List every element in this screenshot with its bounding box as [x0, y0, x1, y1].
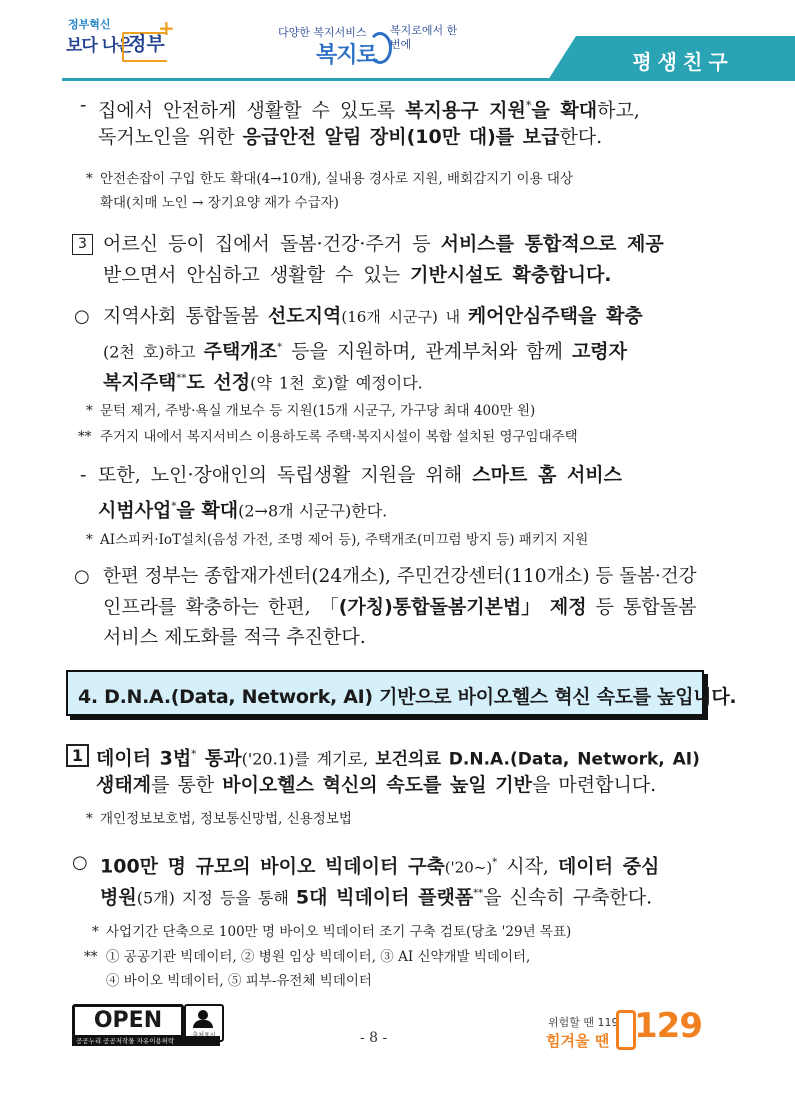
- highlight: 주택개조: [203, 340, 278, 363]
- text: 시작,: [497, 855, 559, 878]
- note4: AI스피커·IoT설치(음성 가전, 조명 제어 등), 주택개조(미끄럼 방지 등) 패키지 지원: [100, 532, 589, 548]
- note1-line2: 확대(치매 노인 → 장기요양 재가 수급자): [100, 195, 339, 211]
- hotline-top-text: 위험할 땐 119: [548, 1016, 619, 1029]
- hotline-number: 129: [634, 1006, 702, 1046]
- circle-marker: ○: [72, 852, 88, 873]
- user-head-icon: [198, 1010, 208, 1020]
- highlight: 케어안심주택을 확충: [467, 305, 643, 327]
- note2: 문턱 제거, 주방·욕실 개보수 등 지원(15개 시군구, 가구당 최대 400만 원): [100, 403, 536, 419]
- note-marker: *: [171, 501, 177, 512]
- highlight: 을 확대: [531, 99, 598, 122]
- para1-line2: [98, 128, 602, 147]
- highlight: 보건의료 D.N.A.(Data, Network, AI): [375, 749, 700, 770]
- bokjiro-logo: [278, 18, 468, 66]
- text: (16개 시군구) 내: [341, 308, 468, 326]
- subsection-number-box: 3: [72, 234, 93, 255]
- note-marker: **: [473, 888, 484, 899]
- note1-line1: 안전손잡이 구입 한도 확대(4→10개), 실내용 경사로 지원, 배회감지기 이용 대상: [100, 171, 574, 187]
- text: ('20~): [444, 858, 493, 877]
- item2-line3: 서비스 제도화를 적극 추진한다.: [103, 626, 366, 648]
- note-marker: *: [191, 749, 197, 760]
- circle-marker: ○: [74, 306, 90, 327]
- item3-line2: [100, 884, 652, 907]
- note-marker: *: [277, 342, 283, 353]
- text: 집에서 안전하게 생활할 수 있도록: [98, 99, 406, 122]
- subsection1-line2: [96, 776, 656, 795]
- circle-marker: ○: [74, 566, 90, 587]
- text: 을 마련합니다.: [532, 774, 657, 796]
- highlight: 5대 빅데이터 플랫폼: [295, 886, 474, 909]
- para2-line2: [98, 497, 387, 520]
- note-double-star: **: [84, 949, 98, 965]
- highlight: 서비스를 통합적으로 제공: [440, 233, 664, 255]
- user-body-icon: [193, 1020, 213, 1028]
- item1-line3: [103, 369, 423, 392]
- note7-line2: ④ 바이오 빅데이터, ⑤ 피부-유전체 빅데이터: [106, 973, 372, 989]
- note-marker: **: [176, 373, 187, 384]
- text: (약 1천 호)할 예정이다.: [250, 373, 423, 393]
- swoosh-icon: [368, 32, 392, 64]
- text: 을 신속히 구축한다.: [483, 886, 653, 909]
- text: 인프라를 확충하는 한편, 「: [103, 596, 339, 618]
- highlight: 통과: [196, 747, 242, 770]
- header-divider: [62, 78, 795, 81]
- gov-innovation-logo: [66, 14, 175, 66]
- hotline-bottom-text: 힘겨울 땐: [546, 1032, 610, 1050]
- para2-line1: [98, 466, 622, 485]
- section-tab: [548, 36, 795, 80]
- bokjiro-tagline: 다양한 복지서비스: [278, 26, 367, 39]
- phone-icon: [616, 1010, 636, 1050]
- highlight: 을 확대: [176, 499, 239, 522]
- gov-logo-gov-text: 정부: [128, 33, 165, 55]
- text: ('20.1)를 계기로,: [241, 749, 376, 769]
- note-star: *: [92, 924, 99, 940]
- gov-logo-main-text: 보다 나은: [66, 36, 133, 56]
- plus-icon: +: [158, 16, 175, 40]
- text: 지역사회 통합돌봄: [103, 305, 268, 327]
- note-star: *: [86, 532, 93, 548]
- highlight: 데이터 중심: [558, 855, 660, 878]
- note-star: *: [86, 811, 93, 827]
- subsection-number-box: 1: [66, 744, 89, 767]
- para1-line1: [98, 96, 640, 120]
- text: 등 통합돌봄: [586, 596, 697, 618]
- note-marker: *: [525, 99, 532, 112]
- text: 어르신 등이 집에서 돌봄·건강·주거 등: [103, 233, 441, 255]
- section-4-title: 4. D.N.A.(Data, Network, AI) 기반으로 바이오헬스 혁신 속도를 높입니다.: [78, 686, 737, 708]
- highlight: 복지용구 지원: [405, 99, 526, 122]
- highlight: 도 선정: [186, 371, 251, 394]
- page-number: - 8 -: [360, 1030, 388, 1046]
- text: (2→8개 시군구)한다.: [238, 501, 388, 521]
- bokjiro-slogan: 복지로에서 한 번에: [390, 24, 458, 51]
- gov-logo-top-text: 정부혁신: [68, 18, 111, 31]
- text: 등을 지원하며, 관계부처와 함께: [282, 340, 572, 363]
- note-marker: *: [492, 857, 498, 868]
- highlight: 응급안전 알림 장비(10만 대)를 보급: [242, 126, 560, 148]
- highlight: 생태계: [96, 774, 152, 796]
- bokjiro-name: 복지로: [316, 43, 377, 68]
- note7-line1: ① 공공기관 빅데이터, ② 병원 임상 빅데이터, ③ AI 신약개발 빅데이터,: [106, 949, 531, 965]
- text: 하고,: [597, 99, 640, 122]
- text: 또한, 노인·장애인의 독립생활 지원을 위해: [98, 464, 473, 486]
- highlight: 시범사업: [98, 499, 172, 522]
- text: 독거노인을 위한: [98, 126, 243, 148]
- highlight: 복지주택: [103, 371, 177, 394]
- subsection1-line1: [96, 745, 700, 769]
- highlight: 병원: [100, 886, 137, 909]
- note-double-star: **: [78, 429, 92, 445]
- item1-line2: [103, 338, 627, 361]
- note-star: *: [86, 403, 93, 419]
- item2-line2: [103, 598, 696, 617]
- highlight: 데이터 3법: [96, 747, 192, 770]
- subsection3-line1: [103, 235, 664, 254]
- tab-label: 평생친구: [632, 50, 734, 74]
- dash-marker: -: [80, 94, 87, 116]
- open-label: OPEN: [72, 1004, 184, 1038]
- item2-line1: 한편 정부는 종합재가센터(24개소), 주민건강센터(110개소) 등 돌봄·건강: [103, 566, 697, 587]
- note5: 개인정보보호법, 정보통신망법, 신용정보법: [100, 811, 352, 827]
- note-star: *: [86, 171, 93, 187]
- highlight: 선도지역: [267, 305, 342, 327]
- kogl-open-badge: [72, 1004, 222, 1044]
- highlight: 스마트 홈 서비스: [472, 464, 623, 486]
- subsection3-line2: [103, 266, 612, 285]
- hotline-129-logo: [546, 1002, 706, 1052]
- highlight: 기반시설도 확충합니다.: [410, 264, 612, 286]
- kogl-strip: 공공누리 공공저작물 자유이용허락: [72, 1036, 220, 1046]
- text: (5개) 지정 등을 통해: [136, 888, 296, 908]
- text: 한다.: [559, 126, 603, 148]
- highlight: 고령자: [571, 340, 627, 363]
- item1-line1: [103, 307, 643, 327]
- highlight: 바이오헬스 혁신의 속도를 높일 기반: [222, 774, 532, 796]
- section-4-header: [66, 670, 737, 716]
- highlight: 100만 명 규모의 바이오 빅데이터 구축: [100, 855, 445, 878]
- dash-marker: -: [80, 464, 87, 486]
- note6: 사업기간 단축으로 100만 명 바이오 빅데이터 조기 구축 검토(당초 '29년 목표): [106, 924, 572, 940]
- highlight: (가칭)통합돌봄기본법」 제정: [338, 596, 587, 618]
- note3: 주거지 내에서 복지서비스 이용하도록 주택·복지시설이 복합 설치된 영구임대주택: [100, 429, 578, 445]
- item3-line1: [100, 853, 659, 877]
- text: 를 통한: [151, 774, 223, 796]
- text: (2천 호)하고: [103, 342, 204, 362]
- text: 받으면서 안심하고 생활할 수 있는: [103, 264, 411, 286]
